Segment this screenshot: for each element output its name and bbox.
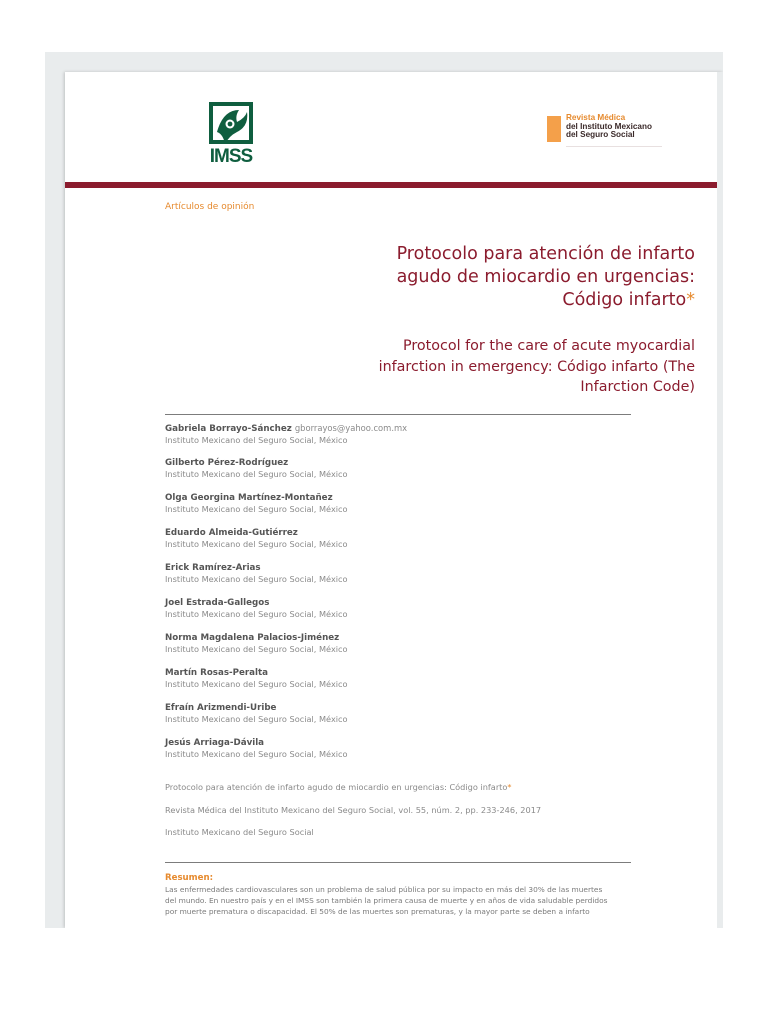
author-item: Martín Rosas-Peralta Instituto Mexicano del Seguro Social, México (165, 668, 348, 689)
divider (165, 414, 631, 415)
author-email-link[interactable]: gborrayos@yahoo.com.mx (294, 423, 408, 433)
author-item: Joel Estrada-Gallegos Instituto Mexicano del Seguro Social, México (165, 598, 348, 619)
journal-logo-bar-icon (547, 116, 561, 142)
author-item: Eduardo Almeida-Gutiérrez Instituto Mexicano del Seguro Social, México (165, 528, 348, 549)
abstract-text: Las enfermedades cardiovasculares son un problema de salud pública por su impacto en más del 30% de las muertes del mundo. En nuestro país y en el IMSS son también la primera causa de muerte y en años de vida saludable perdidos por muerte prematura o discapacidad. El 50% de las muertes son prematuras, y la mayor parte se deben a infarto (165, 885, 608, 916)
article-subtitle: Protocol for the care of acute myocardial infarction in emergency: Código infarto (The Infarction Code) (378, 338, 695, 395)
journal-logo (542, 102, 665, 162)
header-rule (65, 182, 723, 188)
document-viewer (45, 52, 723, 928)
author-item: Olga Georgina Martínez-Montañez Instituto Mexicano del Seguro Social, México (165, 493, 348, 514)
abstract-heading: Resumen: (165, 873, 214, 883)
author-item: Efraín Arizmendi-Uribe Instituto Mexicano del Seguro Social, México (165, 703, 348, 724)
author-item: Gilberto Pérez-Rodríguez Instituto Mexicano del Seguro Social, México (165, 458, 348, 479)
author-item: Jesús Arriaga-Dávila Instituto Mexicano del Seguro Social, México (165, 738, 348, 759)
article-title: Protocolo para atención de infarto agudo de miocardio en urgencias: Código infarto* (396, 244, 695, 310)
author-item: Gabriela Borrayo-Sánchez gborrayos@yahoo.com.mx Instituto Mexicano del Seguro Social, México (165, 423, 408, 445)
citation-footnote-marker[interactable]: * (507, 782, 512, 792)
citation-block: Protocolo para atención de infarto agudo de miocardio en urgencias: Código infarto* Revista Médica del Instituto Mexicano del Seguro Social, vol. 55, núm. 2, pp. 233-246, 2017 Instituto Mexicano del Seguro Social (165, 782, 542, 837)
author-item: Norma Magdalena Palacios-Jiménez Instituto Mexicano del Seguro Social, México (165, 633, 348, 654)
section-label: Artículos de opinión (165, 202, 255, 212)
divider (165, 862, 631, 863)
imss-wordmark: IMSS (209, 146, 253, 167)
author-item: Erick Ramírez-Arias Instituto Mexicano del Seguro Social, México (165, 563, 348, 584)
journal-logo-text: Revista Médica del Instituto Mexicano del Seguro Social (566, 113, 652, 139)
journal-logo-rule (566, 146, 662, 147)
document-page (65, 72, 723, 928)
title-footnote-marker[interactable]: * (686, 290, 695, 310)
viewer-scroll-gutter (717, 72, 723, 928)
author-list (165, 422, 635, 772)
